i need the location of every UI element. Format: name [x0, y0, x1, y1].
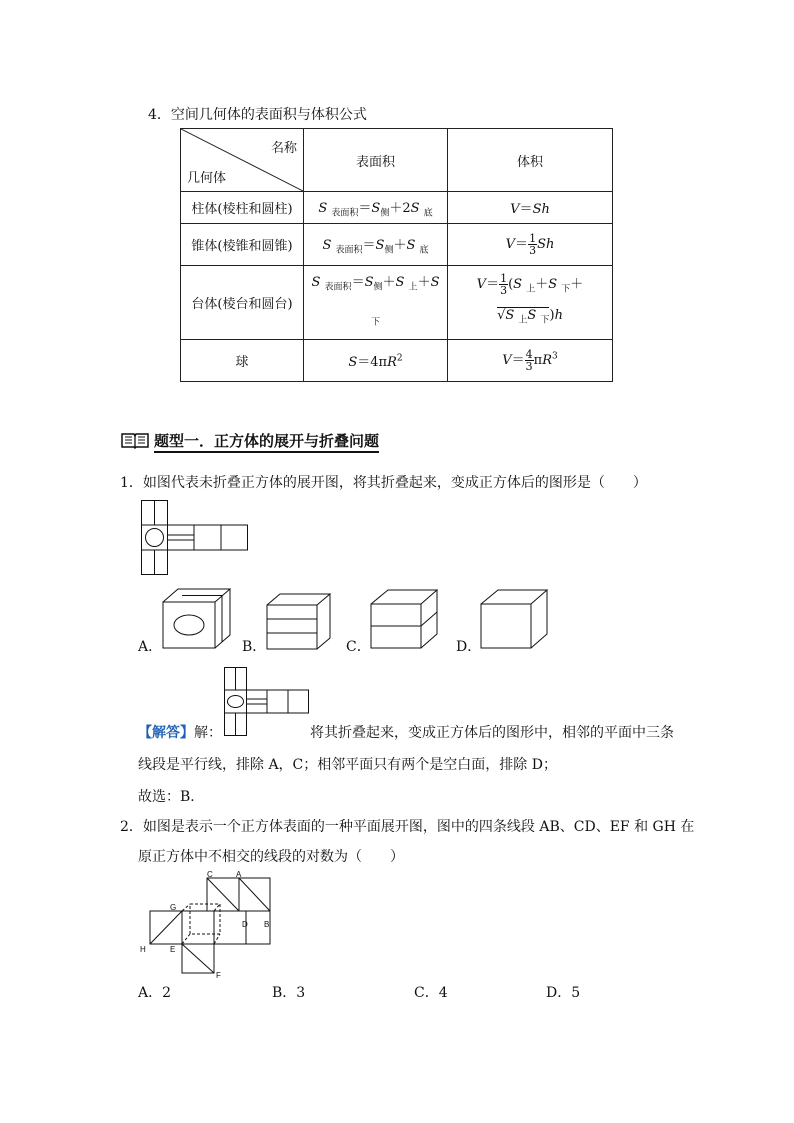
- answer-prefix: 解：: [194, 725, 222, 741]
- header-bottom-label: 几何体: [187, 171, 227, 186]
- q1-option-d-cube: [478, 588, 550, 652]
- answer-tag: 【解答】: [138, 725, 194, 741]
- open-book-icon: [120, 431, 150, 453]
- q1-option-b-label[interactable]: B．: [242, 639, 267, 655]
- label-h: H: [140, 945, 146, 954]
- row-name-pyramid: 锥体(棱锥和圆锥): [181, 224, 304, 266]
- col-header-volume: 体积: [448, 129, 613, 192]
- label-c: C: [207, 870, 213, 879]
- label-f: F: [216, 971, 221, 978]
- row-name-frustum: 台体(棱台和圆台): [181, 266, 304, 340]
- header-diagonal-cell: [181, 129, 304, 192]
- q1-text: 1．如图代表未折叠正方体的展开图，将其折叠起来，变成正方体后的图形是（ ）: [120, 475, 647, 491]
- q1-option-a-cube: [160, 586, 236, 652]
- row-name-sphere: 球: [181, 340, 304, 382]
- q2-option-c[interactable]: C．4: [414, 985, 448, 1001]
- volume-frustum: V＝ $\frac{1}{3}$ (S $_上$＋S $_下$＋ √S $_上$S $_下$)h: [448, 266, 613, 340]
- label-g: G: [170, 903, 177, 912]
- row-name-prism: 柱体(棱柱和圆柱): [181, 192, 304, 224]
- surface-prism: S $_{表面积}=S_侧+2S$ $_底$: [304, 192, 448, 224]
- answer-text-3: 故选：B．: [138, 789, 205, 805]
- answer-text-2: 线段是平行线，排除 A，C；相邻平面只有两个是空白面，排除 D；: [138, 757, 557, 773]
- q2-text-line-1: 2．如图是表示一个正方体表面的一种平面展开图，图中的四条线段 AB、CD、EF 和 GH 在: [120, 819, 695, 835]
- section-heading: [120, 430, 379, 453]
- label-d: D: [242, 920, 248, 929]
- volume-pyramid: V＝ $\frac{1}{3}$ Sh: [448, 224, 613, 266]
- q1-option-b-cube: [264, 592, 334, 652]
- q2-option-b[interactable]: B．3: [272, 985, 306, 1001]
- section-title: 4．空间几何体的表面积与体积公式: [148, 107, 367, 123]
- answer-line-1: [138, 722, 222, 742]
- q2-option-d[interactable]: D．5: [546, 985, 581, 1001]
- label-e: E: [170, 945, 176, 954]
- q1-option-a-label[interactable]: A．: [138, 639, 163, 655]
- label-b: B: [264, 920, 270, 929]
- answer-text-1: 将其折叠起来，变成正方体后的图形中，相邻的平面中三条: [310, 725, 674, 741]
- q2-text-line-2: 原正方体中不相交的线段的对数为（ ）: [138, 849, 404, 865]
- answer-net-figure: [224, 667, 310, 737]
- q1-option-d-label[interactable]: D．: [456, 639, 482, 655]
- surface-frustum: S $_{表面积}=S_侧+S$ $_上$＋S $_下$: [304, 266, 448, 340]
- label-a: A: [236, 870, 242, 879]
- q2-net-figure: [136, 868, 278, 978]
- heading-text: 题型一．正方体的展开与折叠问题: [154, 432, 379, 453]
- q2-option-a[interactable]: A．2: [138, 985, 172, 1001]
- header-top-label: 名称: [270, 141, 297, 156]
- col-header-surface: 表面积: [304, 129, 448, 192]
- surface-sphere: $S=4\pi R^2$: [304, 340, 448, 382]
- volume-prism: V＝Sh: [448, 192, 613, 224]
- q1-option-c-label[interactable]: C．: [346, 639, 371, 655]
- surface-pyramid: S $_{表面积}=S_侧+S$ $_底$: [304, 224, 448, 266]
- q1-net-figure: [141, 500, 251, 576]
- volume-sphere: V＝ $\frac{4}{3}$ $\pi R^3$: [448, 340, 613, 382]
- formula-table: [180, 128, 613, 382]
- q1-option-c-cube: [368, 588, 440, 652]
